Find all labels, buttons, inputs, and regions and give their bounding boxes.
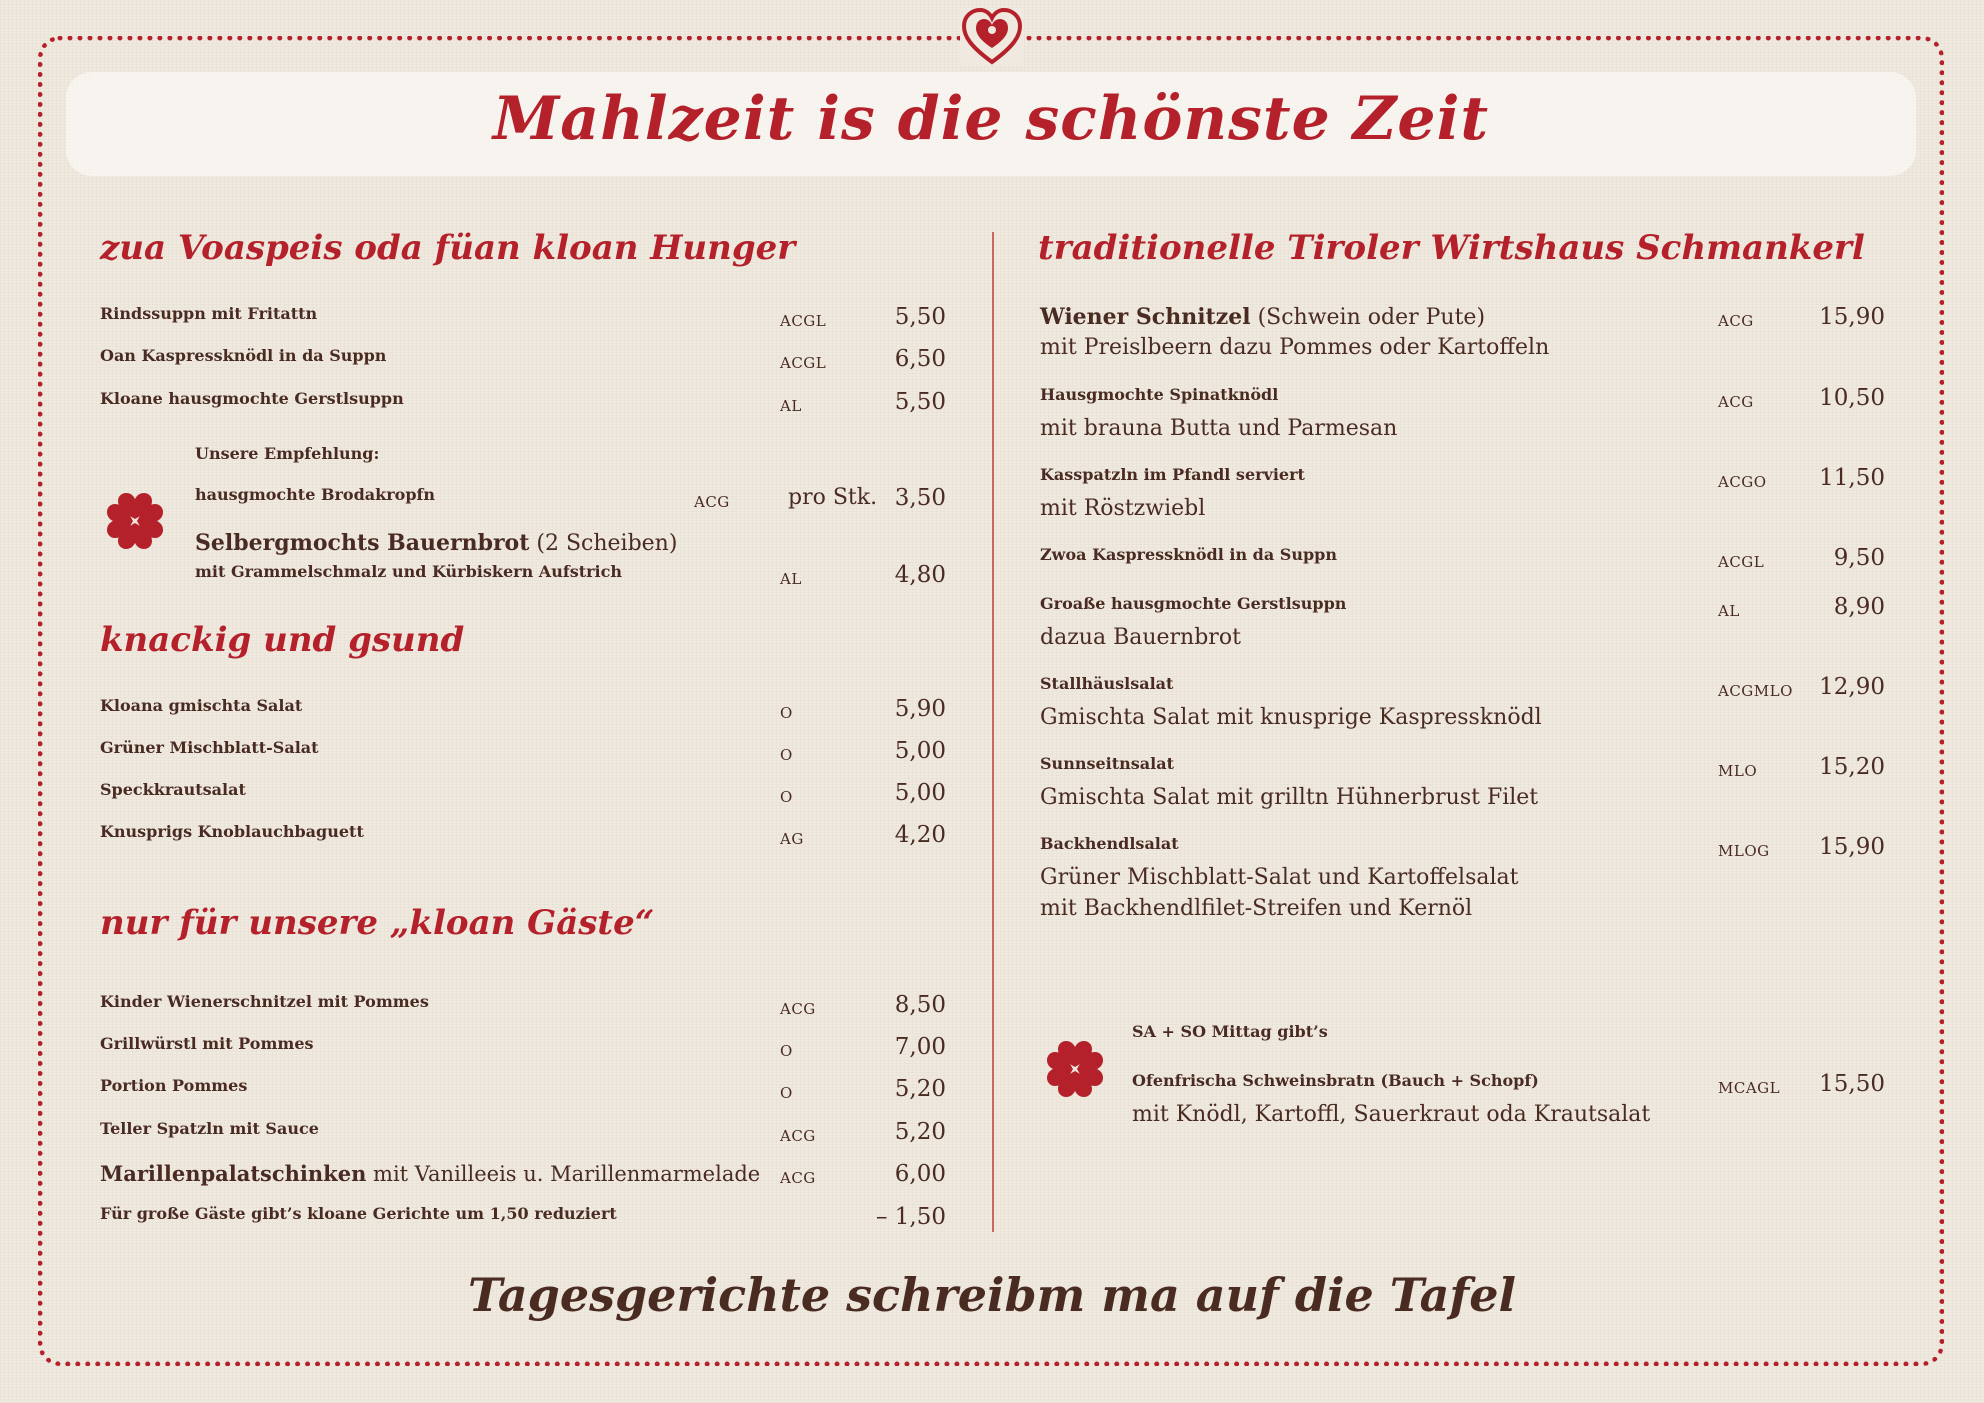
menu-item-allergens: ACG — [1718, 393, 1754, 411]
menu-item-price: 8,50 — [894, 992, 946, 1018]
menu-item-name: Kloane hausgmochte Gerstlsuppn — [100, 389, 404, 408]
menu-item-name: Selbergmochts Bauernbrot — [195, 530, 530, 556]
menu-item — [195, 530, 677, 556]
menu-item-allergens: AL — [780, 570, 802, 588]
menu-item-price: 5,00 — [894, 780, 946, 806]
menu-item-price: 5,50 — [894, 304, 946, 330]
heart-ornament-icon — [960, 8, 1024, 66]
menu-item-price: 5,20 — [894, 1119, 946, 1145]
menu-item-allergens: ACGL — [780, 354, 827, 372]
menu-item-price: 4,20 — [894, 822, 946, 848]
menu-item-note: (2 Scheiben) — [536, 531, 678, 556]
menu-item-desc: Gmischta Salat mit grilltn Hühnerbrust Filet — [1040, 785, 1539, 810]
menu-item-name: Speckkrautsalat — [100, 780, 246, 799]
menu-item-desc: Grüner Mischblatt-Salat und Kartoffelsalat — [1040, 865, 1519, 890]
menu-item-name: Marillenpalatschinken — [100, 1161, 367, 1186]
menu-item-allergens: ACG — [780, 1127, 816, 1145]
section-title-kids: nur für unsere „kloan Gäste“ — [100, 903, 655, 943]
menu-item-name: Grüner Mischblatt-Salat — [100, 738, 319, 757]
menu-item-name: Wiener Schnitzel — [1040, 304, 1251, 330]
menu-item-allergens: O — [780, 788, 793, 806]
menu-item-desc: mit Backhendlfilet-Streifen und Kernöl — [1040, 896, 1473, 921]
page-title: Mahlzeit is die schönste Zeit — [492, 84, 1490, 154]
footer-note: Tagesgerichte schreibm ma auf die Tafel — [468, 1268, 1516, 1322]
menu-item-desc: mit Knödl, Kartoffl, Sauerkraut oda Krautsalat — [1132, 1102, 1651, 1127]
menu-item-allergens: ACGO — [1718, 473, 1767, 491]
menu-item-name: Sunnseitnsalat — [1040, 754, 1174, 773]
menu-item-name: Für große Gäste gibt’s kloane Gerichte um 1,50 reduziert — [100, 1204, 617, 1223]
menu-item-allergens: AL — [780, 397, 802, 415]
menu-item-name: Rindssuppn mit Fritattn — [100, 304, 318, 323]
menu-item-allergens: ACG — [780, 1000, 816, 1018]
menu-item-price: 10,50 — [1819, 385, 1885, 411]
menu-item-unit: pro Stk. — [788, 485, 878, 510]
menu-item-price: 12,90 — [1819, 674, 1885, 700]
menu-item-name: Backhendlsalat — [1040, 834, 1179, 853]
menu-item-price: 6,00 — [894, 1161, 946, 1187]
menu-item-price: 4,80 — [894, 562, 946, 588]
menu-item-allergens: O — [780, 746, 793, 764]
menu-item-note: (Schwein oder Pute) — [1257, 305, 1486, 330]
menu-item-allergens: AL — [1718, 602, 1740, 620]
menu-item-price: 15,90 — [1819, 834, 1885, 860]
menu-item-name: Portion Pommes — [100, 1076, 248, 1095]
menu-item-price: 11,50 — [1819, 465, 1885, 491]
menu-item — [1040, 304, 1485, 330]
menu-item-desc: dazua Bauernbrot — [1040, 625, 1241, 650]
menu-item-allergens: O — [780, 1042, 793, 1060]
menu-item-desc: mit brauna Butta und Parmesan — [1040, 416, 1398, 441]
menu-item-price: 5,00 — [894, 738, 946, 764]
menu-item-name: Teller Spatzln mit Sauce — [100, 1119, 319, 1138]
recommendation-heading: Unsere Empfehlung: — [195, 444, 380, 463]
menu-item-price: 3,50 — [894, 485, 946, 511]
menu-item-allergens: ACG — [780, 1169, 816, 1187]
menu-item-allergens: AG — [780, 830, 804, 848]
menu-item-name: Oan Kaspressknödl in da Suppn — [100, 346, 387, 365]
menu-item-name: Zwoa Kaspressknödl in da Suppn — [1040, 545, 1337, 564]
menu-item-allergens: ACG — [694, 493, 730, 511]
menu-item-price: 15,50 — [1819, 1071, 1885, 1097]
menu-item — [100, 1161, 760, 1186]
menu-item-desc: mit Preislbeern dazu Pommes oder Kartoffeln — [1040, 335, 1550, 360]
menu-item-allergens: MCAGL — [1718, 1079, 1781, 1097]
menu-item-allergens: ACGMLO — [1718, 682, 1793, 700]
section-title-starters: zua Voaspeis oda füan kloan Hunger — [100, 228, 796, 268]
menu-item-allergens: ACGL — [780, 312, 827, 330]
menu-item-name: Stallhäuslsalat — [1040, 674, 1174, 693]
menu-item-price: 5,20 — [894, 1076, 946, 1102]
section-title-salads: knackig und gsund — [100, 620, 465, 660]
menu-item-allergens: MLOG — [1718, 842, 1770, 860]
menu-item-allergens: ACGL — [1718, 553, 1765, 571]
menu-item-name: Kloana gmischta Salat — [100, 696, 303, 715]
menu-item-price: 7,00 — [894, 1034, 946, 1060]
menu-item-name: Kinder Wienerschnitzel mit Pommes — [100, 992, 429, 1011]
menu-item-allergens: O — [780, 704, 793, 722]
menu-item-price: 6,50 — [894, 346, 946, 372]
menu-item-allergens: ACG — [1718, 312, 1754, 330]
menu-item-note: mit Vanilleeis u. Marillenmarmelade — [373, 1162, 761, 1186]
menu-item-price: 9,50 — [1833, 545, 1885, 571]
menu-item-price: 8,90 — [1833, 594, 1885, 620]
section-title-mains: traditionelle Tiroler Wirtshaus Schmankerl — [1038, 228, 1865, 268]
menu-item-price: 15,90 — [1819, 304, 1885, 330]
menu-item-name: Groaße hausgmochte Gerstlsuppn — [1040, 594, 1347, 613]
column-divider — [992, 232, 994, 1232]
menu-item-price: 5,50 — [894, 389, 946, 415]
menu-item-name: Hausgmochte Spinatknödl — [1040, 385, 1279, 404]
clover-hearts-icon — [1040, 1034, 1110, 1108]
weekend-heading: SA + SO Mittag gibt’s — [1132, 1022, 1328, 1041]
menu-item-name: Grillwürstl mit Pommes — [100, 1034, 314, 1053]
menu-item-desc: mit Röstzwiebl — [1040, 496, 1206, 521]
menu-item-price: 15,20 — [1819, 754, 1885, 780]
menu-item-desc: mit Grammelschmalz und Kürbiskern Aufstrich — [195, 562, 622, 581]
menu-item-name: Ofenfrischa Schweinsbratn (Bauch + Schopf) — [1132, 1071, 1539, 1090]
menu-item-allergens: MLO — [1718, 762, 1758, 780]
menu-item-price: 5,90 — [894, 696, 946, 722]
menu-item-name: Knusprigs Knoblauchbaguett — [100, 822, 364, 841]
clover-hearts-icon — [100, 486, 170, 560]
menu-item-desc: Gmischta Salat mit knusprige Kaspressknödl — [1040, 705, 1542, 730]
menu-item-name: Kasspatzln im Pfandl serviert — [1040, 465, 1305, 484]
menu-item-name: hausgmochte Brodakropfn — [195, 485, 436, 504]
menu-item-allergens: O — [780, 1084, 793, 1102]
menu-item-price: – 1,50 — [875, 1204, 946, 1230]
